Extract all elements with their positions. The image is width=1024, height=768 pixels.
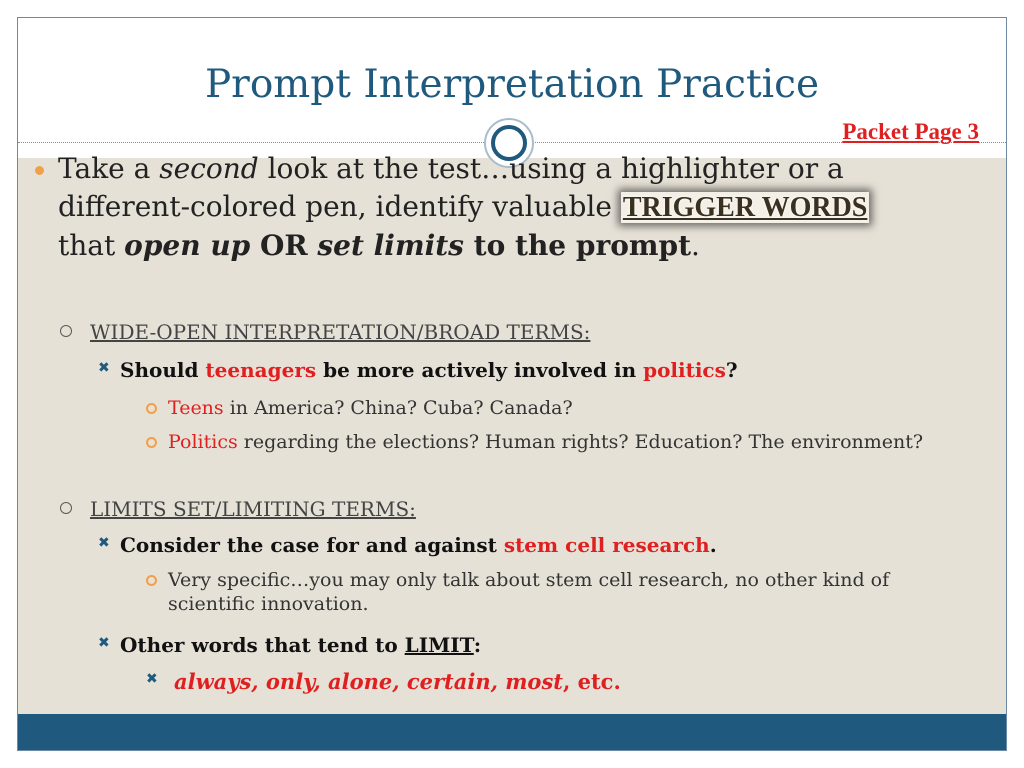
stem-cell-bullet: ✖ Consider the case for and against stem cell research. [98,533,717,557]
x-bullet-icon: ✖ [98,635,110,651]
hollow-circle-bullet-icon [60,325,72,337]
limits-heading: LIMITS SET/LIMITING TERMS: [90,497,416,521]
footer-bar [18,714,1006,750]
bullet-dot-icon [35,166,44,175]
slide-title: Prompt Interpretation Practice [204,62,820,107]
teens-example: Teens in America? China? Cuba? Canada? [168,396,968,420]
ring-bullet-icon [146,437,157,448]
x-bullet-icon: ✖ [98,360,110,376]
teenagers-question: ✖ Should teenagers be more actively involved in politics? [98,358,738,382]
specific-note: Very specific…you may only talk about stem cell research, no other kind of scientific innovation. [168,568,968,616]
ring-bullet-icon [146,575,157,586]
trigger-words-highlight: TRIGGER WORDS [622,192,868,223]
packet-page-link[interactable]: Packet Page 3 [842,119,979,144]
wide-open-heading: WIDE-OPEN INTERPRETATION/BROAD TERMS: [90,320,590,344]
limit-words-bullet: ✖ Other words that tend to LIMIT: [98,633,482,657]
politics-example: Politics regarding the elections? Human rights? Education? The environment? [168,430,968,454]
x-bullet-icon: ✖ [146,671,158,687]
main-bullet: Take a second look at the test…using a highlighter or a different-colored pen, identify valuable TRIGGER WORDS that open up OR set limits to the prompt. [58,150,918,265]
hollow-circle-bullet-icon [60,502,72,514]
x-bullet-icon: ✖ [98,535,110,551]
ring-bullet-icon [146,403,157,414]
limit-words-list: ✖ always, only, alone, certain, most, etc. [146,669,621,694]
